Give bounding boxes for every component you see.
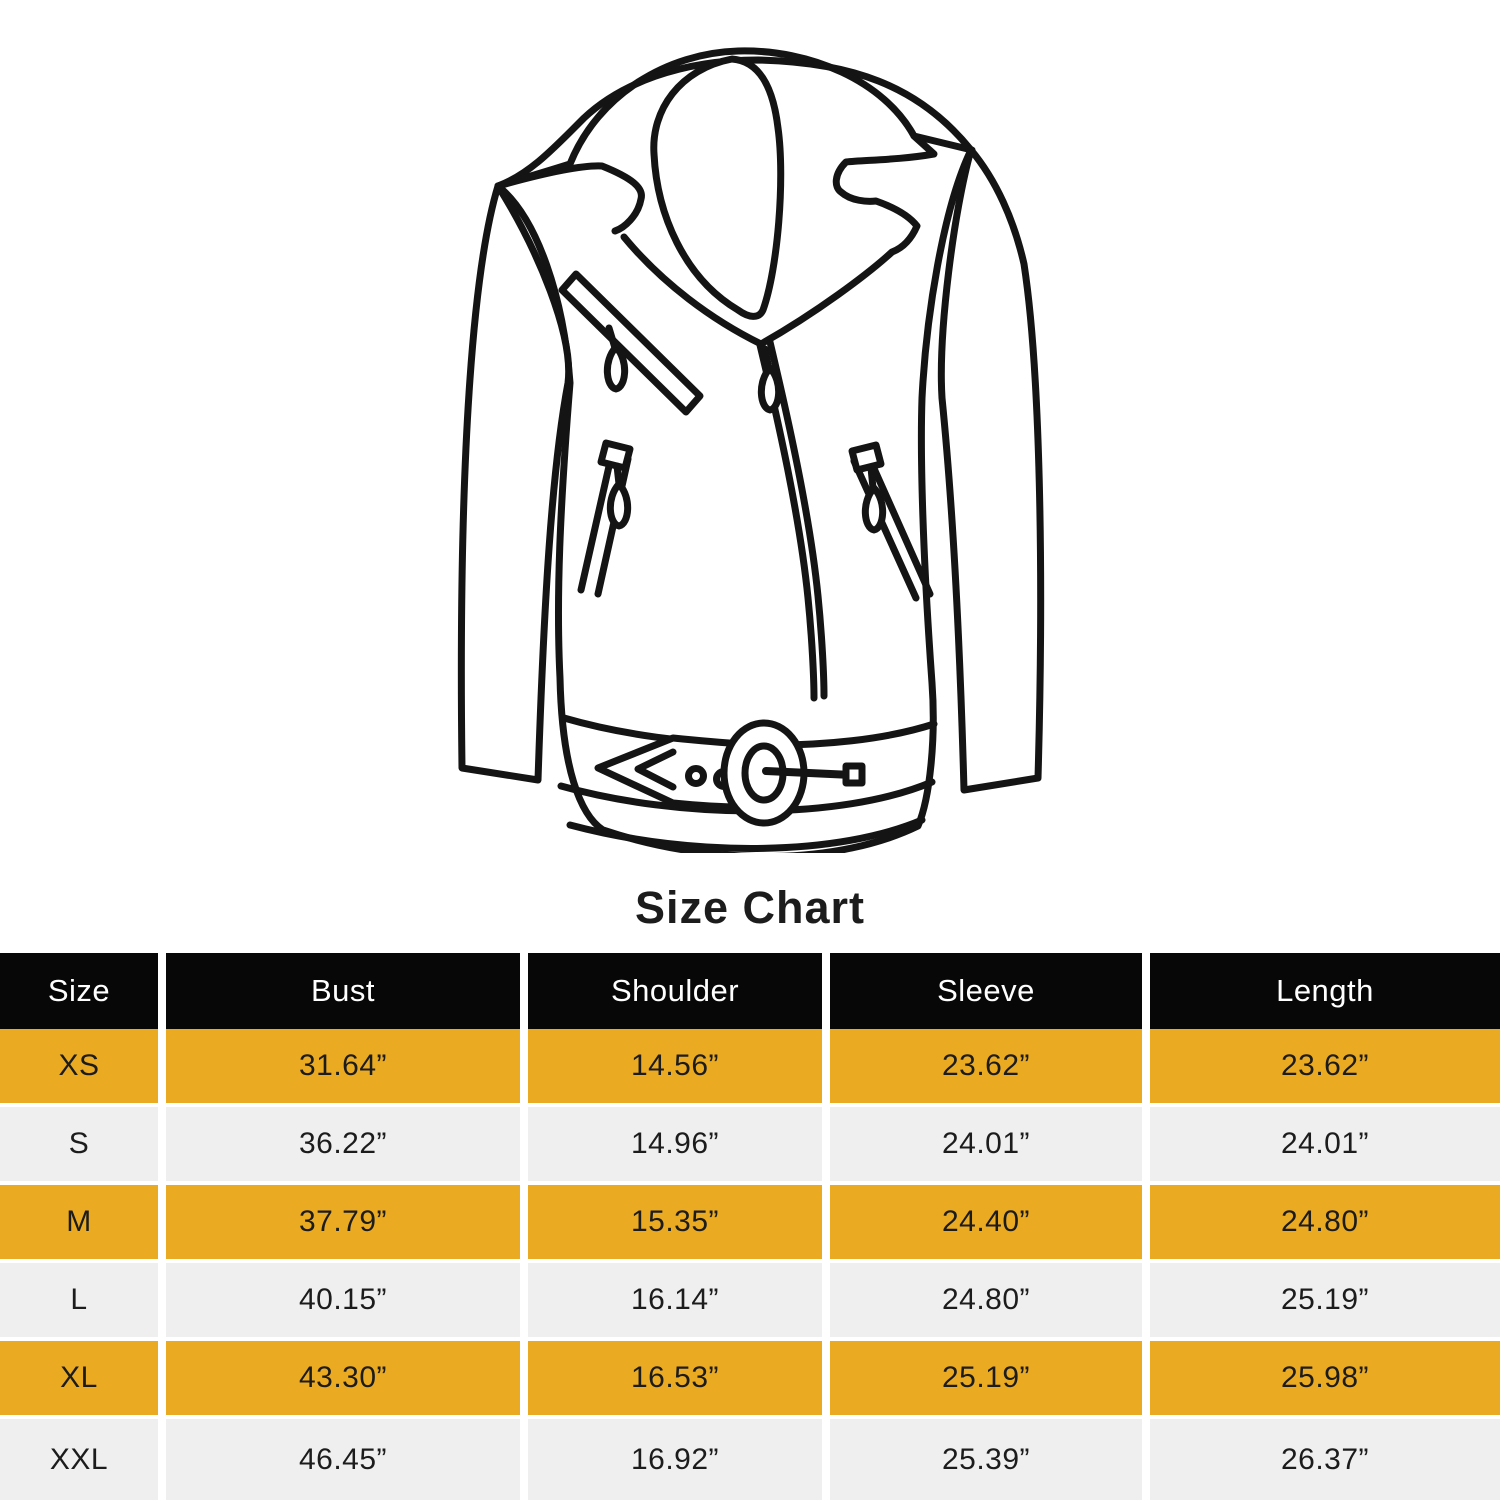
column-header-size: Size xyxy=(0,953,158,1029)
table-row-s xyxy=(0,1107,1500,1181)
cell-size: S xyxy=(0,1107,158,1181)
cell-size: M xyxy=(0,1185,158,1259)
cell-sleeve: 23.62” xyxy=(830,1029,1142,1103)
cell-size: XL xyxy=(0,1341,158,1415)
cell-length: 24.80” xyxy=(1150,1185,1500,1259)
size-chart-table xyxy=(0,953,1500,1500)
jacket-line-art-svg xyxy=(448,38,1058,853)
cell-sleeve: 24.01” xyxy=(830,1107,1142,1181)
table-row-l xyxy=(0,1263,1500,1337)
table-row-xxl xyxy=(0,1419,1500,1500)
cell-bust: 36.22” xyxy=(166,1107,520,1181)
column-header-sleeve: Sleeve xyxy=(830,953,1142,1029)
cell-shoulder: 14.56” xyxy=(528,1029,822,1103)
cell-sleeve: 25.39” xyxy=(830,1419,1142,1500)
cell-sleeve: 24.80” xyxy=(830,1263,1142,1337)
cell-length: 24.01” xyxy=(1150,1107,1500,1181)
table-row-m xyxy=(0,1185,1500,1259)
page-title: Size Chart xyxy=(634,882,866,933)
table-row-xs xyxy=(0,1029,1500,1103)
cell-shoulder: 14.96” xyxy=(528,1107,822,1181)
cell-shoulder: 16.92” xyxy=(528,1419,822,1500)
cell-sleeve: 25.19” xyxy=(830,1341,1142,1415)
jacket-illustration xyxy=(448,38,1058,853)
cell-size: XXL xyxy=(0,1419,158,1500)
cell-size: L xyxy=(0,1263,158,1337)
cell-length: 26.37” xyxy=(1150,1419,1500,1500)
cell-sleeve: 24.40” xyxy=(830,1185,1142,1259)
cell-bust: 31.64” xyxy=(166,1029,520,1103)
cell-shoulder: 16.53” xyxy=(528,1341,822,1415)
column-header-length: Length xyxy=(1150,953,1500,1029)
cell-bust: 40.15” xyxy=(166,1263,520,1337)
cell-size: XS xyxy=(0,1029,158,1103)
table-header-row xyxy=(0,953,1500,1029)
table-row-xl xyxy=(0,1341,1500,1415)
cell-length: 25.98” xyxy=(1150,1341,1500,1415)
cell-shoulder: 16.14” xyxy=(528,1263,822,1337)
cell-shoulder: 15.35” xyxy=(528,1185,822,1259)
column-header-bust: Bust xyxy=(166,953,520,1029)
cell-bust: 46.45” xyxy=(166,1419,520,1500)
cell-length: 23.62” xyxy=(1150,1029,1500,1103)
cell-bust: 37.79” xyxy=(166,1185,520,1259)
cell-length: 25.19” xyxy=(1150,1263,1500,1337)
column-header-shoulder: Shoulder xyxy=(528,953,822,1029)
cell-bust: 43.30” xyxy=(166,1341,520,1415)
